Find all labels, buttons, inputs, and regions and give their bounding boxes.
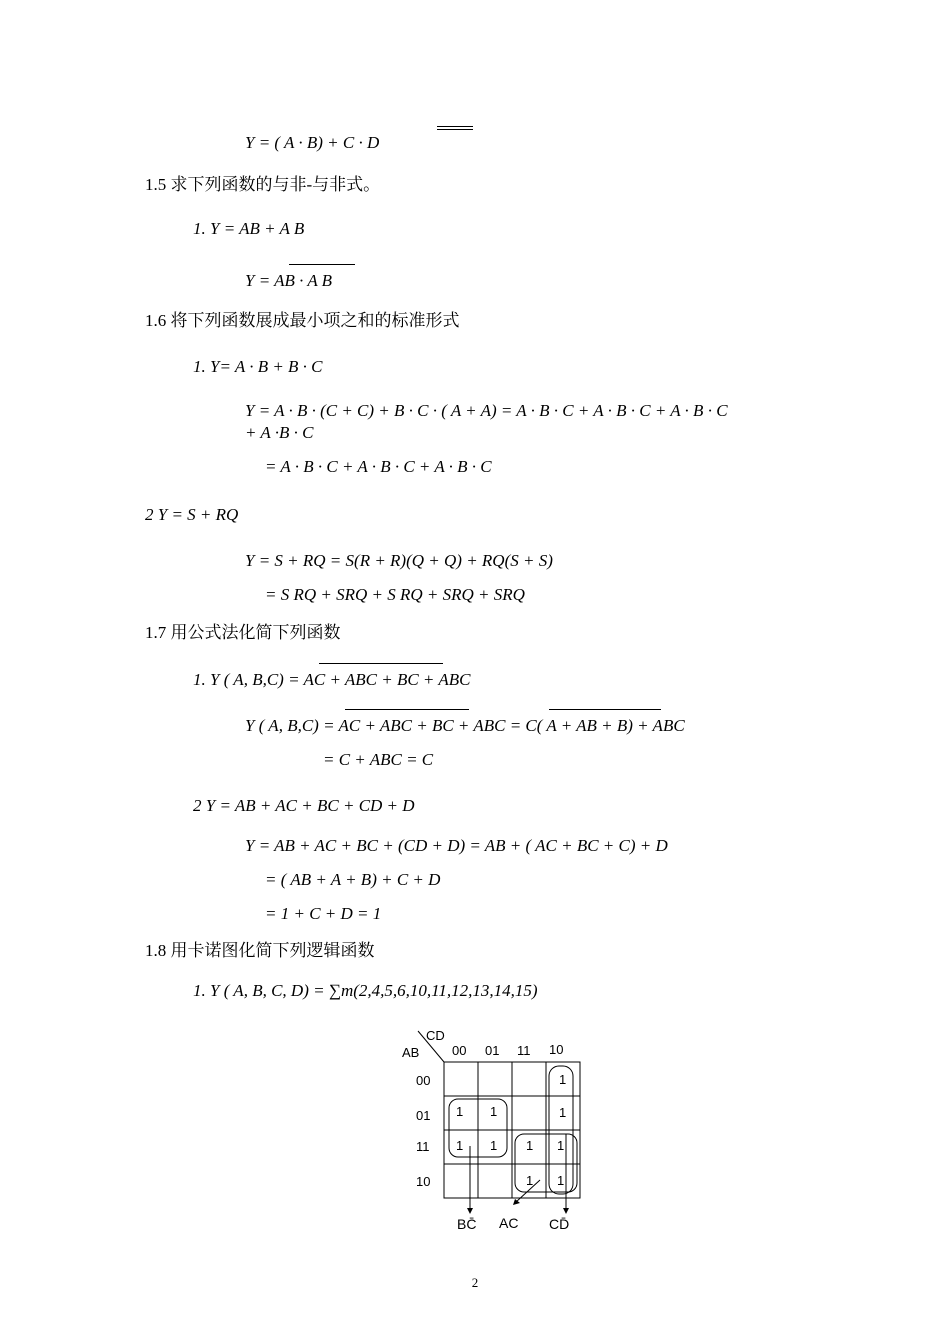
equation-line: = S RQ + SRQ + S RQ + SRQ + SRQ [265,585,525,604]
cell-value: 1 [526,1138,534,1153]
col-header: 01 [485,1043,500,1058]
group-label-ac: AC [499,1215,519,1231]
cell-value: 1 [490,1138,498,1153]
equation-line: = C + ABC = C [323,750,434,769]
col-header: 00 [452,1043,467,1058]
row-header: 01 [416,1108,431,1123]
cell-value: 1 [559,1072,567,1087]
section-heading-1-6: 1.6 将下列函数展成最小项之和的标准形式 [145,311,460,330]
corner-cd-label: CD [426,1028,445,1043]
section-heading-1-5: 1.5 求下列函数的与非-与非式。 [145,175,381,194]
overline-bar [437,126,473,127]
equation-line: + A ·B · C [245,423,314,442]
section-heading-1-7: 1.7 用公式法化简下列函数 [145,623,341,642]
overline-bar [549,709,661,710]
cell-value: 1 [456,1104,464,1119]
row-header: 00 [416,1073,431,1088]
equation-line: = ( AB + A + B) + C + D [265,870,441,889]
page-number: 2 [471,1275,479,1290]
cell-value: 1 [526,1173,534,1188]
equation-line: Y = S + RQ = S(R + R)(Q + Q) + RQ(S + S) [245,551,553,570]
cell-value: 1 [456,1138,464,1153]
group-label-bc: BC̄ [457,1216,477,1232]
cell-value: 1 [557,1138,565,1153]
equation-line: 1. Y = AB + A B [193,219,305,238]
equation-line: = A · B · C + A · B · C + A · B · C [265,457,492,476]
col-header: 10 [549,1042,564,1057]
overline-bar [345,709,469,710]
equation-line: 1. Y ( A, B, C, D) = ∑m(2,4,5,6,10,11,12,13,14,15) [193,981,538,1000]
section-heading-1-8: 1.8 用卡诺图化简下列逻辑函数 [145,941,375,960]
equation-line: Y = A · B · (C + C) + B · C · ( A + A) = A · B · C + A · B · C + A · B · C [245,401,728,420]
equation-line: 2 Y = S + RQ [145,505,239,524]
col-header: 11 [517,1043,531,1058]
karnaugh-map [396,1026,596,1236]
equation-line: Y = ( A · B) + C · D [245,132,379,154]
cell-value: 1 [559,1105,567,1120]
equation-line: 1. Y ( A, B,C) = AC + ABC + BC + ABC [193,669,470,691]
overline-bar [289,264,355,265]
equation-line: = 1 + C + D = 1 [265,904,382,923]
equation-line: Y ( A, B,C) = AC + ABC + BC + ABC = C( A + AB + B) + ABC [245,715,685,737]
equation-line: Y = AB · A B [245,270,332,292]
overline-bar [437,129,473,130]
cell-value: 1 [490,1104,498,1119]
arrowhead [563,1208,569,1214]
equation-line: Y = AB + AC + BC + (CD + D) = AB + ( AC + BC + C) + D [245,836,668,855]
corner-ab-label: AB [402,1045,420,1060]
row-header: 11 [416,1139,430,1154]
overline-bar [319,663,443,664]
group-label-cd: CD̄ [549,1216,570,1232]
cell-value: 1 [557,1173,565,1188]
row-header: 10 [416,1174,431,1189]
equation-line: 1. Y= A · B + B · C [193,357,323,376]
equation-line: 2 Y = AB + AC + BC + CD + D [193,796,415,815]
arrowhead [467,1208,473,1214]
